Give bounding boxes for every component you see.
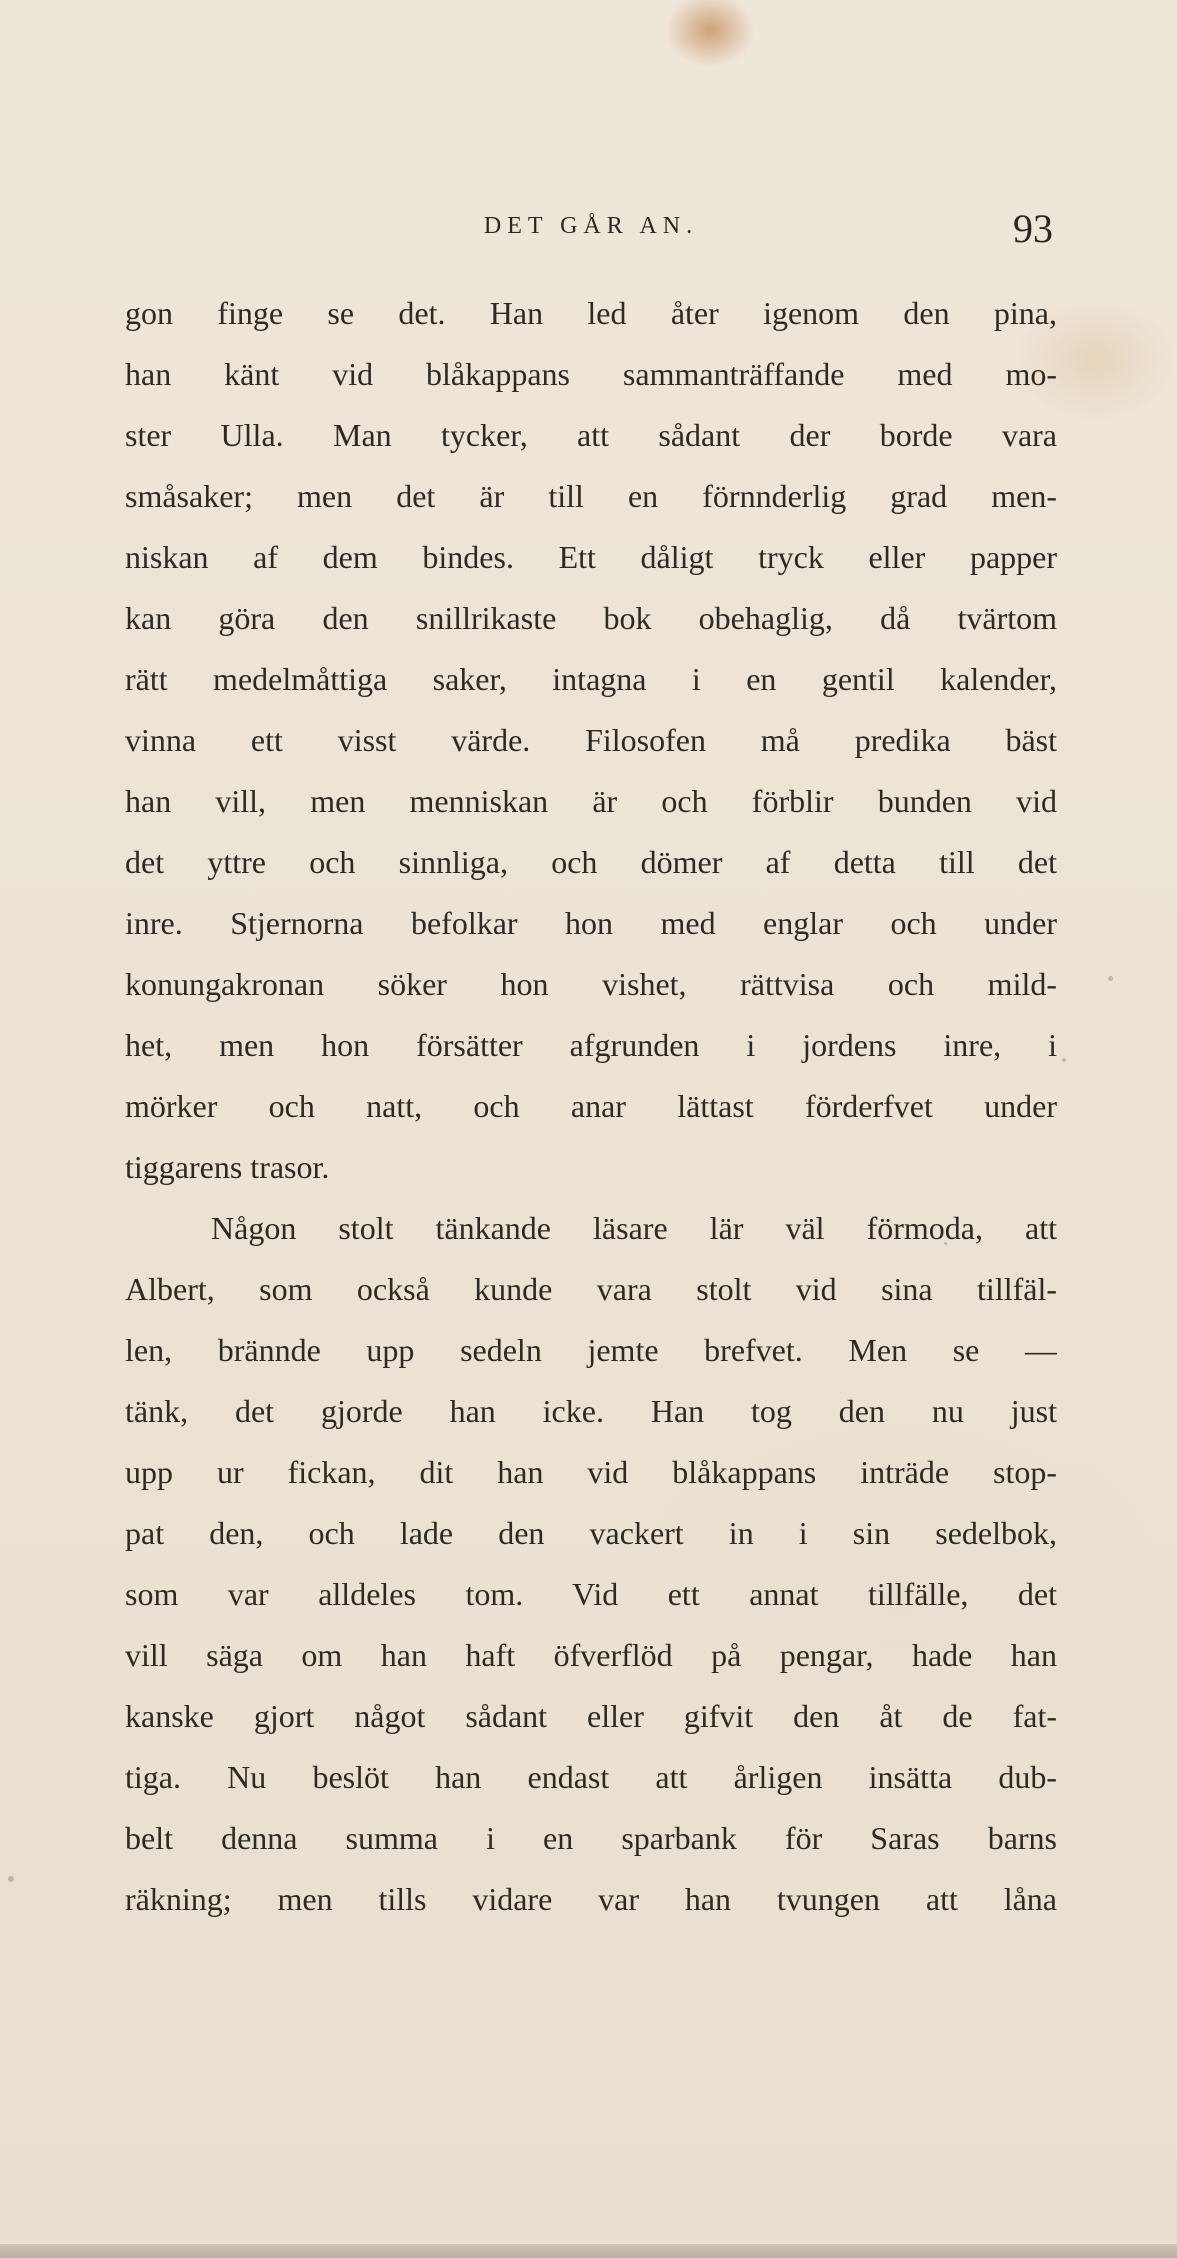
text-line: mörker och natt, och anar lättast förderfvet under	[125, 1088, 1057, 1124]
text-line: len, brännde upp sedeln jemte brefvet. Men se —	[125, 1332, 1057, 1368]
page-number: 93	[1013, 206, 1053, 251]
text-line: pat den, och lade den vackert in i sin sedelbok,	[125, 1515, 1057, 1551]
text-line: som var alldeles tom. Vid ett annat tillfälle, det	[125, 1576, 1057, 1612]
text-line: konungakronan söker hon vishet, rättvisa och mild-	[125, 966, 1057, 1002]
text-line: Någon stolt tänkande läsare lär väl förmoda, att	[211, 1210, 1057, 1246]
text-line: han känt vid blåkappans sammanträffande med mo-	[125, 356, 1057, 392]
text-line: det yttre och sinnliga, och dömer af detta till det	[125, 844, 1057, 880]
text-line: Albert, som också kunde vara stolt vid sina tillfäl-	[125, 1271, 1057, 1307]
body-text	[125, 283, 1057, 1930]
text-line: het, men hon försätter afgrunden i jordens inre, i	[125, 1027, 1057, 1063]
text-line: niskan af dem bindes. Ett dåligt tryck eller papper	[125, 539, 1057, 575]
text-line: han vill, men menniskan är och förblir bunden vid	[125, 783, 1057, 819]
text-line: kan göra den snillrikaste bok obehaglig, då tvärtom	[125, 600, 1057, 636]
text-line: vill säga om han haft öfverflöd på pengar, hade han	[125, 1637, 1057, 1673]
text-line: räkning; men tills vidare var han tvungen att låna	[125, 1881, 1057, 1917]
text-line: tänk, det gjorde han icke. Han tog den nu just	[125, 1393, 1057, 1429]
text-line: vinna ett visst värde. Filosofen må predika bäst	[125, 722, 1057, 758]
paper-speck	[1062, 1058, 1066, 1062]
paper-speck	[1108, 976, 1113, 981]
text-line: rätt medelmåttiga saker, intagna i en gentil kalender,	[125, 661, 1057, 697]
text-line: upp ur fickan, dit han vid blåkappans inträde stop-	[125, 1454, 1057, 1490]
paper-speck	[944, 1242, 947, 1245]
text-line: tiga. Nu beslöt han endast att årligen insätta dub-	[125, 1759, 1057, 1795]
text-line: småsaker; men det är till en förnnderlig grad men-	[125, 478, 1057, 514]
page-bottom-edge	[0, 2244, 1177, 2258]
text-line: belt denna summa i en sparbank för Saras barns	[125, 1820, 1057, 1856]
text-line: ster Ulla. Man tycker, att sådant der borde vara	[125, 417, 1057, 453]
text-line: inre. Stjernorna befolkar hon med englar och under	[125, 905, 1057, 941]
paper-speck	[8, 1876, 14, 1882]
text-line: tiggarens trasor.	[125, 1149, 330, 1185]
page-header	[125, 205, 1057, 255]
text-line: gon finge se det. Han led åter igenom den pina,	[125, 295, 1057, 331]
running-head: DET GÅR AN.	[483, 213, 699, 239]
text-line: kanske gjort något sådant eller gifvit den åt de fat-	[125, 1698, 1057, 1734]
